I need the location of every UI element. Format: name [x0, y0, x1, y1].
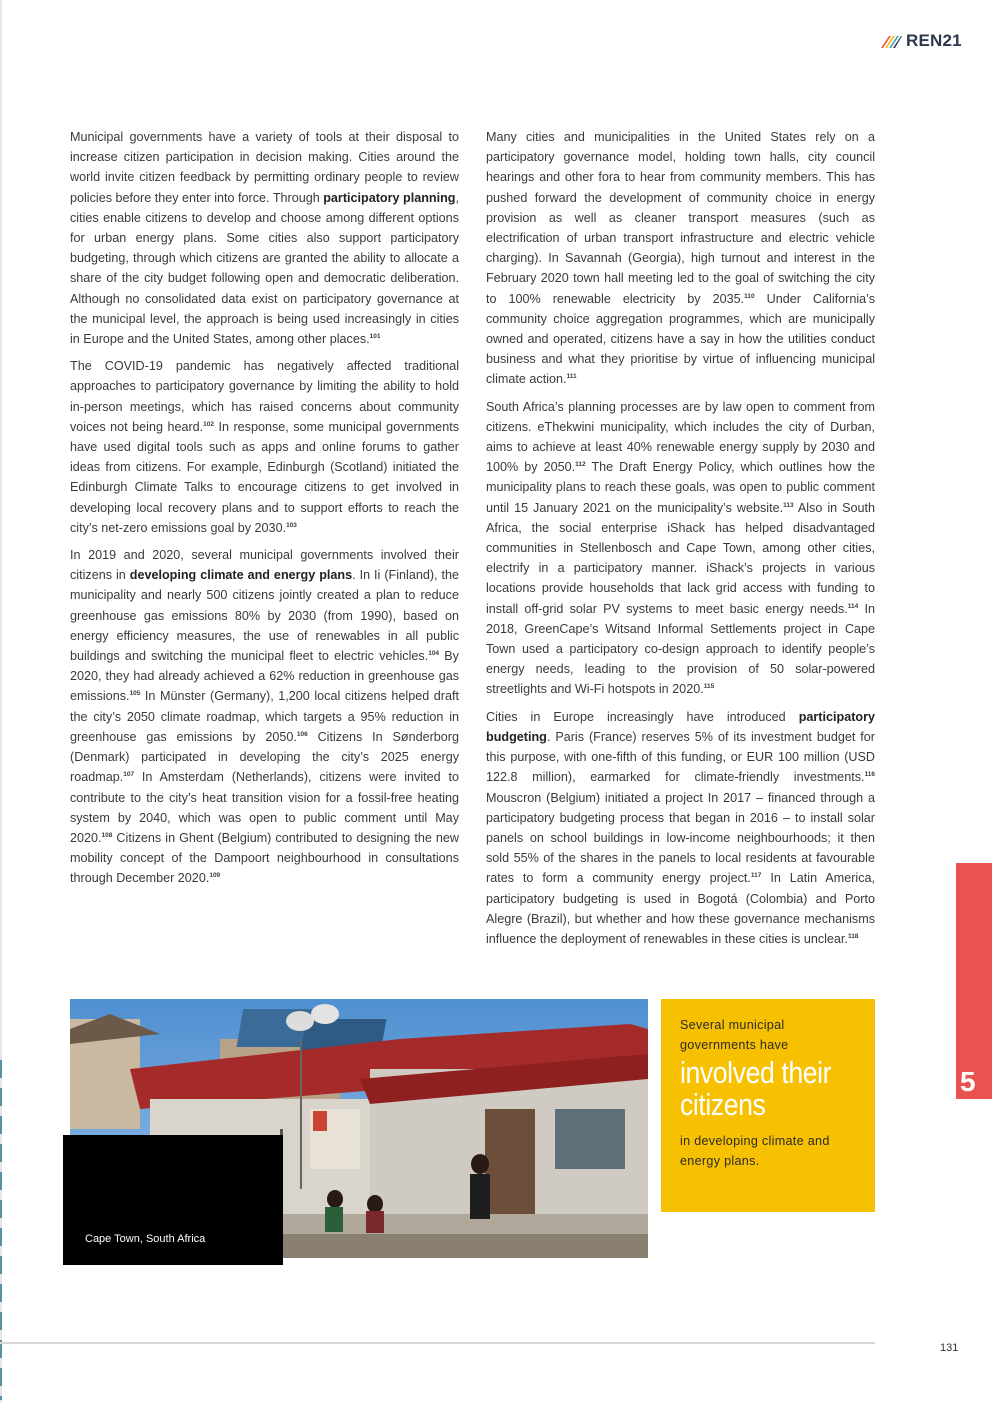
footnote-ref: 109: [209, 872, 221, 880]
paragraph: Municipal governments have a variety of tools at their disposal to increase citizen participation in decision making. Cities around the world invite citizen feedback by permitting ordinary people to review policies before they enter into force. Through participatory planning, cities enable citizens to develop and choose among different options for urban energy plans. Some cities also support participatory budgeting, through which citizens are granted the ability to allocate a share of the city budget following open and democratic deliberation. Although no consolidated data exist on participatory governance at the municipal level, the approach is being used increasingly in cities in Europe and the United States, among other places.$^{101}$: [70, 130, 459, 347]
footnote-ref: 104: [428, 649, 440, 657]
footnote-ref: 107: [123, 771, 135, 779]
footnote-ref: 116: [864, 771, 875, 779]
callout-outro: in developing climate and energy plans.: [680, 1134, 830, 1168]
footer-rule: [0, 1342, 875, 1344]
footnote-ref: 112: [575, 461, 586, 469]
logo-text: REN21: [906, 31, 962, 50]
ren21-logo-mark-icon: [880, 32, 902, 50]
footnote-ref: 102: [203, 420, 215, 428]
footnote-ref: 114: [847, 602, 859, 610]
ren21-logo: [880, 30, 962, 52]
chapter-tab: [956, 863, 992, 1099]
footnote-ref: 118: [847, 932, 859, 940]
footnote-ref: 115: [703, 683, 715, 691]
photo-caption-box: [63, 1135, 283, 1265]
footnote-ref: 113: [783, 501, 794, 509]
footnote-ref: 103: [286, 521, 297, 529]
paragraph: The COVID-19 pandemic has negatively affected traditional approaches to participatory governance by limiting the ability to hold in-person meetings, which has raised concerns about community voices not being heard.$^{102}$ In response, some municipal governments have used digital tools such as apps and online forums to gather ideas from citizens. For example, Edinburgh (Scotland) initiated the Edinburgh Climate Talks to encourage citizens to get involved in developing local recovery plans and to support efforts to reach the city’s net-zero emissions goal by 2030.$^{103}$: [70, 359, 459, 535]
footnote-ref: 105: [129, 690, 141, 698]
callout-box: [661, 999, 875, 1212]
callout-intro: Several municipal governments have: [680, 1018, 789, 1052]
footnote-ref: 110: [744, 292, 755, 300]
footnote-ref: 111: [566, 373, 577, 381]
paragraph: South Africa’s planning processes are by law open to comment from citizens. eThekwini municipality, which includes the city of Durban, aims to achieve at least 40% renewable energy supply by 2030 and 100% by 2050.$^{112}$ The Draft Energy Policy, which outlines how the municipality plans to reach these goals, was open to public comment until 15 January 2021 on the municipality’s website.$^{113}$ Also in South Africa, the social enterprise iShack has helped disadvantaged communities in Stellenbosch and Cape Town, among other cities, electrify in a participatory manner. iShack’s projects in various locations provide households that lack grid access with funding to install off-grid solar PV systems to meet basic energy needs.$^{114}$ In 2018, GreenCape’s Witsand Informal Settlements project in Cape Town used a participatory co-design approach to identify people’s energy needs, leading to the provision of 50 solar-powered streetlights and Wi-Fi hotspots in 2020.$^{115}$: [486, 399, 876, 697]
footnote-ref: 106: [296, 730, 308, 738]
page-number: 131: [940, 1342, 959, 1354]
callout-highlight: involved their citizens: [680, 1055, 832, 1122]
footnote-ref: 117: [750, 872, 762, 880]
footnote-ref: 108: [101, 831, 113, 839]
left-margin-dots: [0, 1060, 2, 1400]
right-text-column: [486, 127, 875, 956]
paragraph: In 2019 and 2020, several municipal governments involved their citizens in developing climate and energy plans. In Ii (Finland), the municipality and nearly 500 citizens jointly created a plan to reduce greenhouse gas emissions 80% by 2030 (from 1990), based on energy efficiency measures, the use of renewables in all public buildings and switching the municipal fleet to electric vehicles.$^{104}$ By 2020, they had already achieved a 62% reduction in greenhouse gas emissions.$^{105}$ In Münster (Germany), 1,200 local citizens helped draft the city’s 2050 climate roadmap, which targets a 95% reduction in greenhouse gas emissions by 2050.$^{106}$ Citizens In Sønderborg (Denmark) participated in developing the city’s 2025 energy roadmap.$^{107}$ In Amsterdam (Netherlands), citizens were invited to contribute to the city’s heat transition vision for a fossil-free heating system by 2040, which was open to public comment until May 2020.$^{108}$ Citizens in Ghent (Belgium) contributed to designing the new mobility concept of the Dampoort neighbourhood in consultations through December 2020.$^{109}$: [70, 548, 460, 886]
paragraph: Cities in Europe increasingly have introduced participatory budgeting. Paris (France) reserves 5% of its investment budget for this purpose, with one-fifth of this funding, or EUR 100 million (USD 122.8 million), earmarked for climate-friendly investments.$^{116}$ Mouscron (Belgium) initiated a project In 2017 – financed through a participatory budgeting process that began in 2016 – to install solar panels on school buildings in low-income neighbourhoods; it then sold 55% of the shares in the panels to local residents at favourable rates to form a community energy project.$^{117}$ In Latin America, participatory budgeting is used in Bogotá (Colombia) and Porto Alegre (Brazil), but whether and how these governance mechanisms influence the deployment of renewables in these cities is unclear.$^{118}$: [486, 709, 875, 946]
chapter-number: 5: [960, 1066, 976, 1097]
footnote-ref: 101: [369, 332, 381, 340]
paragraph: Many cities and municipalities in the United States rely on a participatory governance model, holding town halls, city council hearings and other fora to hear from community members. This has pushed forward the development of community choice in energy provision as well as cleaner transport measures (such as electrification of urban transport infrastructure and electric vehicle charging). In Savannah (Georgia), high turnout and interest in the February 2020 town hall meeting led to the goal of switching the city to 100% renewable electricity by 2035.$^{110}$ Under California’s community choice aggregation programmes, which are municipally owned and operated, citizens have a say in how the utilities conduct business and what they prioritise by virtue of influencing municipal climate action.$^{111}$: [486, 130, 875, 387]
photo-caption: Cape Town, South Africa: [85, 1233, 206, 1245]
left-text-column: [70, 127, 459, 896]
